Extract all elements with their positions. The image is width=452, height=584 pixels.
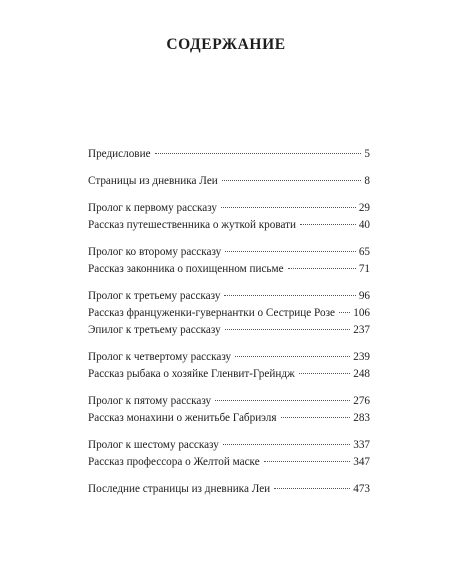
toc-entry-page-number: 248 bbox=[353, 368, 370, 380]
toc-entry-page-number: 71 bbox=[358, 263, 370, 275]
toc-entry[interactable] bbox=[88, 322, 370, 339]
page-title: СОДЕРЖАНИЕ bbox=[166, 36, 286, 53]
dot-leader bbox=[281, 417, 351, 418]
toc-group bbox=[88, 173, 370, 190]
toc-entry-title: Рассказ профессора о Желтой маске bbox=[88, 456, 260, 468]
toc-group bbox=[88, 288, 370, 339]
toc-entry-title: Пролог к третьему рассказу bbox=[88, 290, 221, 302]
toc-group bbox=[88, 244, 370, 278]
toc-entry[interactable] bbox=[88, 288, 370, 305]
toc-entry[interactable] bbox=[88, 173, 370, 190]
toc-entry-title: Рассказ путешественника о жуткой кровати bbox=[88, 219, 297, 231]
dot-leader bbox=[225, 251, 356, 252]
toc-entry-page-number: 239 bbox=[353, 351, 370, 363]
toc-entry[interactable] bbox=[88, 349, 370, 366]
dot-leader bbox=[223, 444, 350, 445]
dot-leader bbox=[339, 312, 350, 313]
dot-leader bbox=[225, 329, 351, 330]
dot-leader bbox=[235, 356, 350, 357]
toc-entry-page-number: 65 bbox=[358, 246, 370, 258]
toc-entry[interactable] bbox=[88, 146, 370, 163]
toc-entry[interactable] bbox=[88, 261, 370, 278]
toc-entry-page-number: 106 bbox=[353, 307, 370, 319]
toc-entry-title: Пролог ко второму рассказу bbox=[88, 246, 222, 258]
toc-entry-page-number: 473 bbox=[353, 483, 370, 495]
toc-entry-page-number: 237 bbox=[353, 324, 370, 336]
toc-entry-title: Пролог к пятому рассказу bbox=[88, 395, 212, 407]
toc-group bbox=[88, 393, 370, 427]
toc-entry-title: Рассказ законника о похищенном письме bbox=[88, 263, 284, 275]
dot-leader bbox=[288, 268, 356, 269]
dot-leader bbox=[299, 373, 350, 374]
toc-group bbox=[88, 146, 370, 163]
dot-leader bbox=[274, 488, 350, 489]
toc-group bbox=[88, 481, 370, 498]
toc-entry-title: Пролог к первому рассказу bbox=[88, 202, 218, 214]
toc-entry-title: Последние страницы из дневника Леи bbox=[88, 483, 271, 495]
toc-entry-page-number: 283 bbox=[353, 412, 370, 424]
toc-entry[interactable] bbox=[88, 200, 370, 217]
toc-entry-page-number: 8 bbox=[364, 175, 370, 187]
toc-group bbox=[88, 200, 370, 234]
dot-leader bbox=[222, 180, 362, 181]
toc-entry-title: Рассказ француженки-гувернантки о Сестрице Розе bbox=[88, 307, 335, 319]
toc-entry-title: Страницы из дневника Леи bbox=[88, 175, 218, 187]
toc-entry[interactable] bbox=[88, 437, 370, 454]
toc-entry-title: Рассказ монахини о женитьбе Габриэля bbox=[88, 412, 277, 424]
toc-entry-page-number: 276 bbox=[353, 395, 370, 407]
toc-entry-page-number: 5 bbox=[364, 148, 370, 160]
toc-entry[interactable] bbox=[88, 244, 370, 261]
toc-entry-page-number: 337 bbox=[353, 439, 370, 451]
toc-entry-page-number: 40 bbox=[358, 219, 370, 231]
toc-entry[interactable] bbox=[88, 305, 370, 322]
dot-leader bbox=[264, 461, 351, 462]
toc-entry-title: Эпилог к третьему рассказу bbox=[88, 324, 221, 336]
toc-entry[interactable] bbox=[88, 366, 370, 383]
dot-leader bbox=[155, 153, 362, 154]
toc-group bbox=[88, 437, 370, 471]
toc-entry-page-number: 347 bbox=[353, 456, 370, 468]
toc-group bbox=[88, 349, 370, 383]
toc-entry-title: Предисловие bbox=[88, 148, 151, 160]
table-of-contents bbox=[88, 146, 370, 508]
toc-entry-title: Пролог к шестому рассказу bbox=[88, 439, 219, 451]
dot-leader bbox=[215, 400, 350, 401]
toc-entry[interactable] bbox=[88, 217, 370, 234]
dot-leader bbox=[224, 295, 355, 296]
toc-entry-title: Рассказ рыбака о хозяйке Гленвит-Грейндж bbox=[88, 368, 295, 380]
toc-entry[interactable] bbox=[88, 393, 370, 410]
toc-entry[interactable] bbox=[88, 481, 370, 498]
dot-leader bbox=[221, 207, 356, 208]
toc-entry-page-number: 29 bbox=[358, 202, 370, 214]
dot-leader bbox=[300, 224, 356, 225]
toc-entry[interactable] bbox=[88, 410, 370, 427]
toc-entry[interactable] bbox=[88, 454, 370, 471]
toc-entry-page-number: 96 bbox=[358, 290, 370, 302]
toc-entry-title: Пролог к четвертому рассказу bbox=[88, 351, 232, 363]
